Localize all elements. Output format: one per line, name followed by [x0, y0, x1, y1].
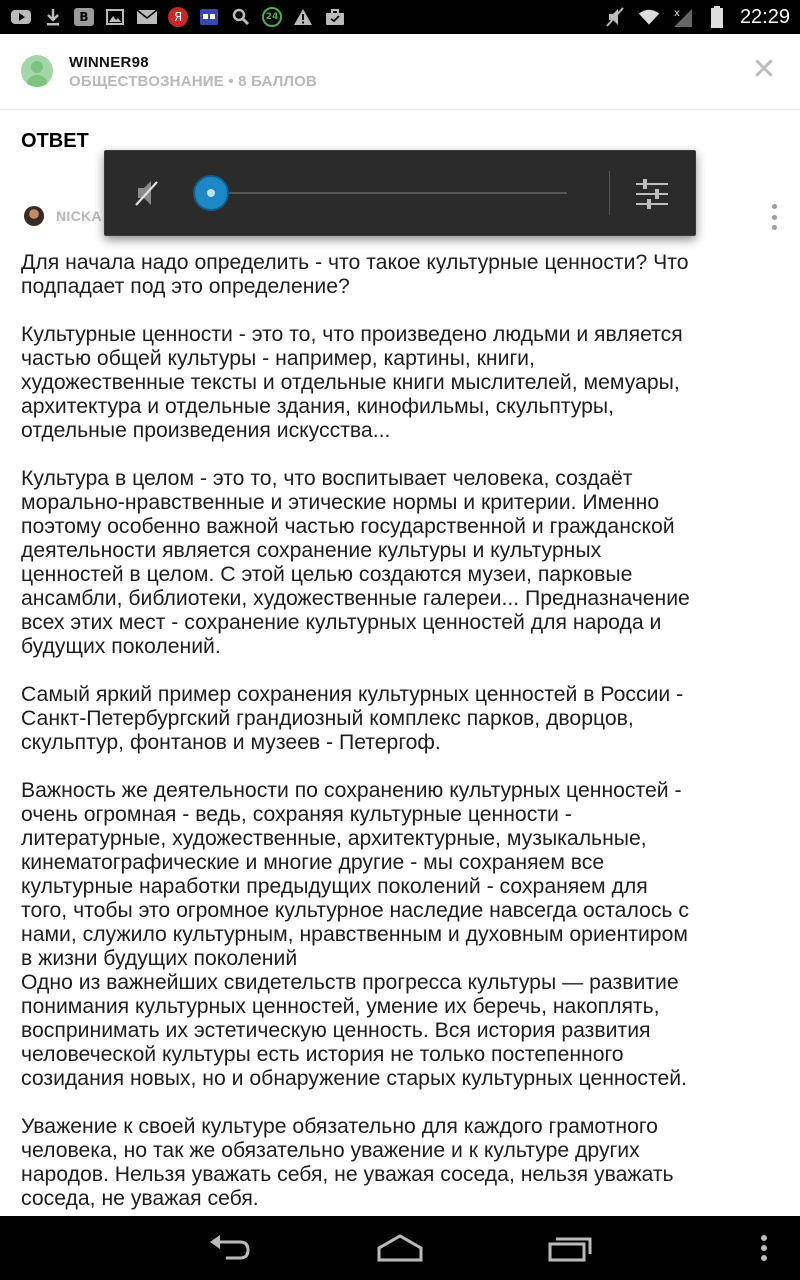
answer-line: будущих поколений.: [21, 635, 221, 658]
answer-line: в жизни будущих поколений: [21, 947, 298, 970]
answer-line: Важность же деятельности по сохранению культурных ценностей -: [21, 779, 682, 802]
answer-line: Санкт-Петербургский грандиозный комплекс парков, дворцов,: [21, 707, 634, 730]
answer-text: [21, 251, 786, 1211]
mail-icon: [136, 7, 158, 27]
answer-line: того, чтобы это огромное культурное наследие навсегда осталось с: [21, 899, 689, 922]
answer-line: Самый яркий пример сохранения культурных ценностей в России -: [21, 683, 684, 706]
answer-line: художественные тексты и отдельные книги мыслителей, мемуары,: [21, 371, 680, 394]
answer-line: кинематографические и многие другие - мы сохраняем все: [21, 851, 605, 874]
answer-line: частью общей культуры - например, картины, книги,: [21, 347, 535, 370]
paragraph-gap: [21, 443, 786, 467]
answer-line: человека, но так же обязательно уважение и к культуре других: [21, 1139, 640, 1162]
answer-heading: ОТВЕТ: [21, 130, 89, 152]
answer-line: воспринимать их эстетическую ценность. Вся история развития: [21, 1019, 651, 1042]
answer-line: деятельности является сохранение культуры и культурных: [21, 539, 602, 562]
answerer-name[interactable]: NICKA: [56, 208, 102, 224]
answer-line: Одно из важнейших свидетельств прогресса культуры — развитие: [21, 971, 679, 994]
equalizer-settings-icon[interactable]: [635, 177, 669, 211]
answer-line: скульптур, фонтанов и музеев - Петергоф.: [21, 731, 441, 754]
system-icons: [604, 4, 790, 30]
image-icon: [104, 7, 126, 27]
question-header: [0, 34, 800, 110]
answer-line: Культура в целом - это то, что воспитывает человека, создаёт: [21, 467, 633, 490]
volume-divider: [609, 171, 610, 215]
asker-username[interactable]: WINNER98: [69, 54, 149, 71]
asker-avatar[interactable]: [21, 55, 53, 87]
status-bar: [0, 0, 800, 34]
answer-line: соседа, не уважая себя.: [21, 1187, 259, 1210]
signal-icon: [672, 7, 694, 27]
answer-line: нами, служило культурным, нравственным и духовным ориентиром: [21, 923, 688, 946]
warning-icon: [292, 7, 314, 27]
navigation-bar: [0, 1216, 800, 1280]
speaker-muted-icon[interactable]: [133, 177, 163, 209]
question-meta: ОБЩЕСТВОЗНАНИЕ • 8 БАЛЛОВ: [69, 73, 318, 90]
back-button[interactable]: [206, 1232, 254, 1264]
answer-line: человеческой культуры есть история не только постепенного: [21, 1043, 624, 1066]
paragraph-gap: [21, 299, 786, 323]
answer-line: народов. Нельзя уважать себя, не уважая соседа, нельзя уважать: [21, 1163, 674, 1186]
answer-line: понимания культурных ценностей, умение их беречь, накоплять,: [21, 995, 660, 1018]
answer-line: ценностей в целом. С этой целью создаются музеи, парковые: [21, 563, 633, 586]
menu-button[interactable]: [754, 1232, 774, 1264]
status-time: 22:29: [739, 5, 790, 28]
more-options-icon[interactable]: [764, 204, 784, 230]
search-icon: [230, 7, 252, 27]
volume-slider-thumb[interactable]: [193, 175, 229, 211]
recents-button[interactable]: [546, 1232, 594, 1264]
home-button[interactable]: [376, 1232, 424, 1264]
answerer-avatar[interactable]: [24, 206, 44, 226]
mute-icon: [604, 7, 626, 27]
answer-line: Для начала надо определить - что такое культурные ценности? Что: [21, 251, 689, 274]
answer-line: созидания новых, но и обнаружение старых культурных ценностей.: [21, 1067, 687, 1090]
svg-text:x: x: [673, 8, 680, 19]
paragraph-gap: [21, 659, 786, 683]
yandex-icon: Я: [168, 7, 188, 27]
volume-panel: [104, 150, 696, 236]
download-icon: [42, 7, 64, 27]
answer-line: литературные, художественные, архитектурные, музыкальные,: [21, 827, 647, 850]
answer-line: морально-нравственные и этические нормы и критерии. Именно: [21, 491, 660, 514]
wifi-icon: [638, 7, 660, 27]
vk-icon: В: [74, 8, 94, 26]
paragraph-gap: [21, 1091, 786, 1115]
briefcase-icon: [324, 7, 346, 27]
answer-line: ансамбли, библиотеки, художественные галереи... Предназначение: [21, 587, 690, 610]
answer-line: всех этих мест - сохранение культурных ценностей для народа и: [21, 611, 662, 634]
volume-track[interactable]: [211, 192, 567, 194]
battery-icon: [706, 7, 728, 27]
notification-icons: [10, 4, 346, 30]
channel-24-icon: 24: [262, 7, 282, 27]
answer-line: культурные наработки предыдущих поколений - сохраняем для: [21, 875, 648, 898]
answer-line: отдельные произведения искусства...: [21, 419, 391, 442]
close-button[interactable]: ✕: [751, 52, 777, 87]
answer-line: архитектура и отдельные здания, кинофильмы, скульптуры,: [21, 395, 615, 418]
youtube-icon: [10, 7, 32, 27]
paragraph-gap: [21, 755, 786, 779]
answer-line: поэтому особенно важной частью государственной и гражданской: [21, 515, 675, 538]
answer-line: подпадает под это определение?: [21, 275, 350, 298]
calendar-icon: [198, 7, 220, 27]
answer-line: очень огромная - ведь, сохраняя культурные ценности -: [21, 803, 572, 826]
answer-line: Уважение к своей культуре обязательно для каждого грамотного: [21, 1115, 658, 1138]
answer-line: Культурные ценности - это то, что произведено людьми и является: [21, 323, 683, 346]
